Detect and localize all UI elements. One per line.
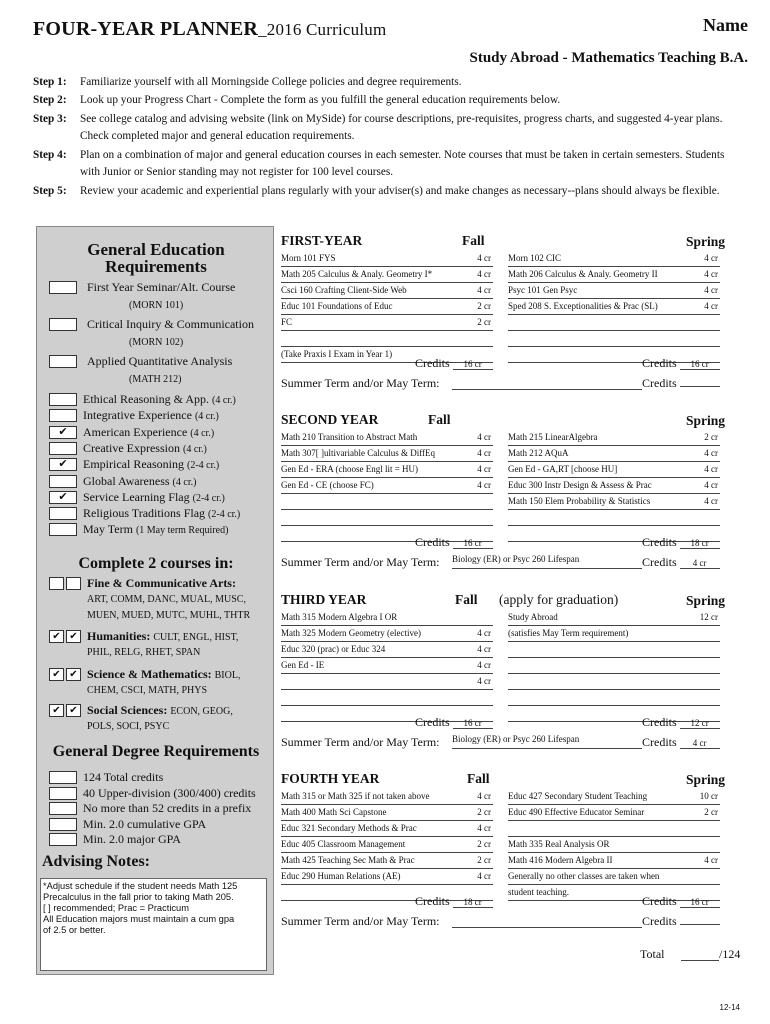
course-name: Generally no other classes are taken when bbox=[508, 871, 660, 881]
fall-course-row[interactable] bbox=[281, 463, 493, 478]
program-subtitle: Study Abroad - Mathematics Teaching B.A. bbox=[469, 50, 748, 66]
course-name: Math 315 or Math 325 if not taken above bbox=[281, 791, 430, 801]
fall-credits-label: Credits bbox=[415, 535, 450, 549]
fall-course-row[interactable] bbox=[281, 691, 493, 706]
course-name: Educ 427 Secondary Student Teaching bbox=[508, 791, 648, 801]
fall-course-row[interactable] bbox=[281, 675, 493, 690]
page-title bbox=[33, 18, 386, 41]
gen-ed-item-label: American Experience bbox=[83, 424, 188, 439]
summer-credits bbox=[642, 555, 720, 570]
summer-course-field[interactable] bbox=[452, 913, 642, 928]
requirement-code: (MATH 212) bbox=[129, 374, 182, 385]
summer-credits-label: Credits bbox=[642, 735, 677, 749]
advising-note-line: of 2.5 or better. bbox=[43, 925, 106, 935]
course-credits: 2 cr bbox=[477, 839, 491, 849]
course-name: Psyc 101 Gen Psyc bbox=[508, 285, 578, 295]
gen-ed-checkbox[interactable]: ✔ bbox=[49, 426, 77, 439]
spring-course-row[interactable] bbox=[508, 511, 720, 526]
requirement-checkbox[interactable] bbox=[49, 281, 77, 294]
summer-label: Summer Term and/or May Term: bbox=[281, 555, 440, 569]
course-credits: 4 cr bbox=[477, 823, 491, 833]
course-credits: 10 cr bbox=[699, 791, 718, 801]
spring-credits-label: Credits bbox=[642, 715, 677, 729]
course-credits: 4 cr bbox=[704, 253, 718, 263]
course-credits: 4 cr bbox=[704, 855, 718, 865]
summer-credits bbox=[642, 376, 720, 391]
fall-label: Fall bbox=[428, 412, 451, 427]
course-name: Educ 320 (prac) or Educ 324 bbox=[281, 644, 386, 654]
gen-ed-item-label: Creative Expression bbox=[83, 440, 180, 455]
course-credits: 4 cr bbox=[704, 480, 718, 490]
summer-credits-value[interactable]: 4 cr bbox=[680, 558, 720, 569]
gen-ed-item bbox=[83, 457, 219, 473]
steps-list bbox=[33, 74, 738, 201]
fall-credits-label: Credits bbox=[415, 356, 450, 370]
fall-course-row[interactable] bbox=[281, 854, 493, 869]
summer-credits-value[interactable] bbox=[680, 924, 720, 925]
gen-ed-item bbox=[83, 392, 236, 408]
course-credits: 12 cr bbox=[699, 612, 718, 622]
gen-ed-heading-2: Requirements bbox=[105, 257, 207, 276]
degree-checkbox[interactable] bbox=[49, 818, 77, 831]
summer-course-field[interactable] bbox=[452, 375, 642, 390]
requirement-checkbox[interactable] bbox=[49, 318, 77, 331]
course-name: Math 307[ ]ultivariable Calculus & DiffEq bbox=[281, 448, 436, 458]
apply-note: (apply for graduation) bbox=[499, 592, 619, 607]
spring-course-row[interactable] bbox=[508, 822, 720, 837]
advising-note-line: *Adjust schedule if the student needs Math 125 bbox=[43, 881, 238, 891]
gen-ed-item-label: Religious Traditions Flag bbox=[83, 506, 206, 521]
step-text: Look up your Progress Chart - Complete the form as you fulfill the general education requirements below. bbox=[80, 94, 561, 106]
gen-ed-checkbox[interactable] bbox=[49, 393, 77, 406]
fall-course-row[interactable] bbox=[281, 838, 493, 853]
course-name: Math 150 Elem Probability & Statistics bbox=[508, 496, 651, 506]
spring-course-row[interactable] bbox=[508, 479, 720, 494]
course-name: Math 315 Modern Algebra I OR bbox=[281, 612, 398, 622]
course-credits: 4 cr bbox=[477, 285, 491, 295]
step-row bbox=[33, 111, 738, 145]
area-checkbox-2[interactable]: ✔ bbox=[66, 704, 81, 717]
gen-ed-item-credits: (4 cr.) bbox=[190, 427, 215, 439]
fall-credits-value[interactable]: 18 cr bbox=[453, 897, 493, 908]
step-text: Familiarize yourself with all Morningside College policies and degree requirements. bbox=[80, 76, 462, 88]
area-title-row bbox=[87, 576, 236, 592]
year-title: FIRST-YEAR bbox=[281, 233, 363, 248]
requirement-code: (MORN 102) bbox=[129, 337, 184, 348]
course-name: Study Abroad bbox=[508, 612, 558, 622]
gen-ed-item-credits: (4 cr.) bbox=[182, 443, 207, 455]
advising-note-line: Precalculus in the fall prior to taking Math 205. bbox=[43, 892, 234, 902]
gen-ed-item-credits: (2-4 cr.) bbox=[208, 509, 241, 521]
course-name: Morn 101 FYS bbox=[281, 253, 336, 263]
gen-ed-item bbox=[83, 425, 214, 441]
spring-course-row[interactable] bbox=[508, 284, 720, 299]
degree-checkbox[interactable] bbox=[49, 833, 77, 846]
step-row bbox=[33, 183, 738, 200]
degree-heading: General Degree Requirements bbox=[52, 743, 260, 760]
footer-code: 12-14 bbox=[719, 1003, 740, 1012]
course-credits: 4 cr bbox=[704, 285, 718, 295]
complete-heading: Complete 2 courses in: bbox=[78, 555, 234, 572]
step-label: Step 5: bbox=[33, 185, 67, 197]
fall-credits-label: Credits bbox=[415, 715, 450, 729]
degree-item: 124 Total credits bbox=[83, 770, 164, 784]
year-title: SECOND YEAR bbox=[281, 412, 379, 427]
fall-label: Fall bbox=[462, 233, 485, 248]
summer-label: Summer Term and/or May Term: bbox=[281, 735, 440, 749]
step-text: Review your academic and experiential plans regularly with your adviser(s) and make changes as necessary--plans should always be flexible. bbox=[80, 185, 720, 197]
area-checkbox-2[interactable]: ✔ bbox=[66, 668, 81, 681]
course-credits: 2 cr bbox=[477, 301, 491, 311]
spring-credits-label: Credits bbox=[642, 356, 677, 370]
spring-credits-value[interactable]: 16 cr bbox=[680, 359, 720, 370]
step-row bbox=[33, 92, 738, 109]
gen-ed-checkbox[interactable] bbox=[49, 442, 77, 455]
course-name: Math 210 Transition to Abstract Math bbox=[281, 432, 418, 442]
fall-credits bbox=[415, 356, 493, 371]
degree-item: No more than 52 credits in a prefix bbox=[83, 801, 252, 815]
course-name: student teaching. bbox=[508, 887, 569, 897]
area-subjects-line2: CHEM, CSCI, MATH, PHYS bbox=[87, 685, 208, 696]
gen-ed-item bbox=[83, 408, 219, 424]
step-label: Step 1: bbox=[33, 76, 67, 88]
course-credits: 4 cr bbox=[477, 791, 491, 801]
step-label: Step 2: bbox=[33, 94, 67, 106]
spring-label: Spring bbox=[686, 772, 726, 787]
fall-credits-value[interactable]: 16 cr bbox=[453, 359, 493, 370]
course-name: FC bbox=[281, 317, 293, 327]
spring-course-row[interactable] bbox=[508, 447, 720, 462]
area-title-row bbox=[87, 667, 240, 683]
fall-course-row[interactable] bbox=[281, 332, 493, 347]
area-checkbox-1[interactable]: ✔ bbox=[49, 630, 64, 643]
spring-credits bbox=[642, 356, 720, 371]
degree-checkbox[interactable] bbox=[49, 771, 77, 784]
step-text: Plan on a combination of major and general education courses in each semester. Note courses that must be taken in certain semesters. Students with Junior or Senior standing may not register for 100 level courses. bbox=[80, 149, 725, 178]
gen-ed-item-credits: (4 cr.) bbox=[172, 476, 197, 488]
spring-course-row[interactable] bbox=[508, 268, 720, 283]
step-row bbox=[33, 147, 738, 181]
fall-label: Fall bbox=[455, 592, 478, 607]
course-credits: 4 cr bbox=[477, 269, 491, 279]
course-name: Educ 405 Classroom Management bbox=[281, 839, 406, 849]
fall-course-row[interactable] bbox=[281, 643, 493, 658]
spring-course-row[interactable] bbox=[508, 316, 720, 331]
course-name: Math 215 LinearAlgebra bbox=[508, 432, 598, 442]
gen-ed-item-label: Ethical Reasoning & App. bbox=[83, 392, 209, 406]
step-label: Step 3: bbox=[33, 113, 67, 125]
spring-course-row[interactable] bbox=[508, 463, 720, 478]
course-name: (Take Praxis I Exam in Year 1) bbox=[281, 349, 393, 359]
course-credits: 2 cr bbox=[477, 855, 491, 865]
course-name: Math 205 Calculus & Analy. Geometry I* bbox=[281, 269, 433, 279]
course-name: Educ 290 Human Relations (AE) bbox=[281, 871, 401, 881]
gen-ed-item-credits: (2-4 cr.) bbox=[192, 492, 225, 504]
gen-ed-checkbox[interactable] bbox=[49, 475, 77, 488]
gen-ed-item-credits: (2-4 cr.) bbox=[186, 460, 220, 472]
summer-credits-label: Credits bbox=[642, 376, 677, 390]
course-name: Gen Ed - IE bbox=[281, 660, 325, 670]
area-checkbox-1[interactable]: ✔ bbox=[49, 668, 64, 681]
year-title: FOURTH YEAR bbox=[281, 771, 380, 786]
course-credits: 4 cr bbox=[477, 464, 491, 474]
degree-checkbox[interactable] bbox=[49, 802, 77, 815]
gen-ed-checkbox[interactable] bbox=[49, 523, 77, 536]
area-subjects: BIOL, bbox=[214, 670, 241, 681]
course-credits: 4 cr bbox=[477, 480, 491, 490]
fall-course-row[interactable] bbox=[281, 627, 493, 642]
degree-item: 40 Upper-division (300/400) credits bbox=[83, 785, 256, 800]
spring-course-row[interactable] bbox=[508, 627, 720, 642]
course-credits: 4 cr bbox=[477, 871, 491, 881]
area-subjects: CULT, ENGL, HIST, bbox=[153, 632, 239, 643]
fall-course-row[interactable] bbox=[281, 316, 493, 331]
fall-credits-label: Credits bbox=[415, 894, 450, 908]
gen-ed-item-label: Empirical Reasoning bbox=[83, 457, 184, 472]
fall-course-row[interactable] bbox=[281, 611, 493, 626]
course-name: Gen Ed - GA,RT [choose HU] bbox=[508, 464, 618, 474]
fall-credits-value[interactable]: 16 cr bbox=[453, 718, 493, 729]
fall-credits bbox=[415, 715, 493, 730]
spring-credits-value[interactable]: 16 cr bbox=[680, 897, 720, 908]
area-checkbox-2[interactable]: ✔ bbox=[66, 630, 81, 643]
summer-credits-label: Credits bbox=[642, 914, 677, 928]
title-rest: _2016 Curriculum bbox=[258, 20, 387, 39]
spring-credits-value[interactable]: 18 cr bbox=[680, 538, 720, 549]
course-name: Morn 102 CIC bbox=[508, 253, 562, 263]
summer-credits-value[interactable] bbox=[680, 386, 720, 387]
course-credits: 2 cr bbox=[704, 432, 718, 442]
spring-course-row[interactable] bbox=[508, 675, 720, 690]
spring-course-row[interactable] bbox=[508, 691, 720, 706]
course-credits: 4 cr bbox=[704, 269, 718, 279]
area-checkbox-1[interactable] bbox=[49, 577, 64, 590]
gen-ed-item-label: Integrative Experience bbox=[83, 408, 192, 423]
requirement-label: First Year Seminar/Alt. Course bbox=[87, 280, 236, 294]
gen-ed-item-label: Global Awareness bbox=[83, 473, 170, 488]
spring-course-row[interactable] bbox=[508, 495, 720, 510]
summer-label: Summer Term and/or May Term: bbox=[281, 914, 440, 928]
area-subjects-line3: MUEN, MUED, MUTC, MUHL, THTR bbox=[87, 610, 251, 621]
fall-course-row[interactable] bbox=[281, 268, 493, 283]
fall-course-row[interactable] bbox=[281, 284, 493, 299]
course-name: (satisfies May Term requirement) bbox=[508, 628, 629, 638]
advising-heading: Advising Notes: bbox=[42, 853, 151, 870]
course-credits: 4 cr bbox=[704, 496, 718, 506]
advising-note-line: All Education majors must maintain a cum gpa bbox=[43, 914, 235, 924]
area-title: Social Sciences: bbox=[87, 703, 168, 717]
course-name: Math 335 Real Analysis OR bbox=[508, 839, 610, 849]
requirement-label: Critical Inquiry & Communication bbox=[87, 317, 254, 331]
course-name: Math 416 Modern Algebra II bbox=[508, 855, 613, 865]
degree-checkbox[interactable] bbox=[49, 787, 77, 800]
spring-credits bbox=[642, 894, 720, 909]
title-main: FOUR-YEAR PLANNER bbox=[33, 18, 259, 40]
course-credits: 2 cr bbox=[477, 317, 491, 327]
summer-course-field[interactable]: Biology (ER) or Psyc 260 Lifespan bbox=[452, 554, 642, 569]
summer-label: Summer Term and/or May Term: bbox=[281, 376, 440, 390]
course-credits: 4 cr bbox=[704, 301, 718, 311]
gen-ed-item-credits: (1 May term Required) bbox=[135, 525, 229, 537]
gen-ed-item-label: Service Learning Flag bbox=[83, 489, 190, 504]
gen-ed-item-label: May Term bbox=[83, 522, 133, 537]
requirement-label: Applied Quantitative Analysis bbox=[87, 354, 233, 368]
course-credits: 4 cr bbox=[477, 448, 491, 458]
gen-ed-checkbox[interactable]: ✔ bbox=[49, 491, 77, 504]
total-suffix: /124 bbox=[719, 947, 741, 961]
fall-credits-value[interactable]: 16 cr bbox=[453, 538, 493, 549]
fall-label: Fall bbox=[467, 771, 490, 786]
fall-credits bbox=[415, 535, 493, 550]
area-checkbox-1[interactable]: ✔ bbox=[49, 704, 64, 717]
spring-course-row[interactable] bbox=[508, 300, 720, 315]
area-subjects-line2: PHIL, RELG, RHET, SPAN bbox=[87, 647, 201, 658]
fall-course-row[interactable] bbox=[281, 822, 493, 837]
summer-course-field[interactable]: Biology (ER) or Psyc 260 Lifespan bbox=[452, 734, 642, 749]
course-name: Gen Ed - CE (choose FC) bbox=[281, 480, 374, 490]
spring-credits-label: Credits bbox=[642, 894, 677, 908]
spring-credits bbox=[642, 535, 720, 550]
fall-course-row[interactable] bbox=[281, 806, 493, 821]
spring-label: Spring bbox=[686, 413, 726, 428]
course-name: Math 325 Modern Geometry (elective) bbox=[281, 628, 421, 638]
degree-item: Min. 2.0 cumulative GPA bbox=[83, 816, 207, 831]
area-title-row bbox=[87, 629, 238, 645]
course-credits: 4 cr bbox=[477, 253, 491, 263]
spring-course-row[interactable] bbox=[508, 838, 720, 853]
fall-course-row[interactable] bbox=[281, 479, 493, 494]
course-name: Sped 208 S. Exceptionalities & Prac (SL) bbox=[508, 301, 658, 311]
spring-course-row[interactable] bbox=[508, 252, 720, 267]
course-name: Educ 490 Effective Educator Seminar bbox=[508, 807, 645, 817]
gen-ed-item bbox=[83, 506, 240, 522]
area-title: Fine & Communicative Arts: bbox=[87, 576, 236, 590]
spring-label: Spring bbox=[686, 234, 726, 249]
course-name: Educ 321 Secondary Methods & Prac bbox=[281, 823, 417, 833]
gen-ed-checkbox[interactable] bbox=[49, 507, 77, 520]
gen-ed-item bbox=[83, 441, 207, 457]
gen-ed-checkbox[interactable]: ✔ bbox=[49, 458, 77, 471]
spring-credits-value[interactable]: 12 cr bbox=[680, 718, 720, 729]
fall-credits bbox=[415, 894, 493, 909]
course-name: Educ 101 Foundations of Educ bbox=[281, 301, 393, 311]
spring-course-row[interactable] bbox=[508, 806, 720, 821]
course-credits: 4 cr bbox=[477, 660, 491, 670]
gen-ed-item bbox=[83, 474, 196, 490]
gen-ed-item-credits: (4 cr.) bbox=[211, 395, 236, 406]
course-name: Educ 300 Instr Design & Assess & Prac bbox=[508, 480, 652, 490]
summer-credits-label: Credits bbox=[642, 555, 677, 569]
course-name: Math 425 Teaching Sec Math & Prac bbox=[281, 855, 415, 865]
spring-course-row[interactable] bbox=[508, 332, 720, 347]
summer-credits bbox=[642, 735, 720, 750]
spring-course-row[interactable] bbox=[508, 643, 720, 658]
fall-course-row[interactable] bbox=[281, 495, 493, 510]
total-field[interactable] bbox=[681, 947, 719, 961]
spring-course-row[interactable] bbox=[508, 854, 720, 869]
gen-ed-item-credits: (4 cr.) bbox=[194, 411, 219, 423]
total-label: Total bbox=[640, 947, 665, 961]
spring-course-row[interactable] bbox=[508, 870, 720, 885]
area-subjects: ECON, GEOG, bbox=[170, 706, 233, 717]
course-credits: 4 cr bbox=[477, 628, 491, 638]
step-text: See college catalog and advising website (link on MySide) for course descriptions, pre-requisites, progress charts, and suggested 4-year plans. Check completed major and general education requirements. bbox=[80, 113, 723, 142]
gen-ed-checkbox[interactable] bbox=[49, 409, 77, 422]
area-title: Science & Mathematics: bbox=[87, 667, 212, 681]
year-title: THIRD YEAR bbox=[281, 592, 367, 607]
course-name: Csci 160 Crafting Client-Side Web bbox=[281, 285, 407, 295]
advising-notes-box[interactable] bbox=[40, 878, 267, 971]
requirement-code: (MORN 101) bbox=[129, 300, 184, 311]
fall-course-row[interactable] bbox=[281, 447, 493, 462]
area-subjects-line2: ART, COMM, DANC, MUAL, MUSC, bbox=[87, 594, 246, 605]
course-name: Math 212 AQuA bbox=[508, 448, 569, 458]
fall-course-row[interactable] bbox=[281, 790, 493, 805]
spring-course-row[interactable] bbox=[508, 611, 720, 626]
step-row bbox=[33, 74, 738, 91]
course-credits: 4 cr bbox=[477, 644, 491, 654]
fall-course-row[interactable] bbox=[281, 659, 493, 674]
spring-credits-label: Credits bbox=[642, 535, 677, 549]
fall-course-row[interactable] bbox=[281, 252, 493, 267]
summer-credits bbox=[642, 914, 720, 929]
course-credits: 4 cr bbox=[477, 676, 491, 686]
area-title-row bbox=[87, 703, 233, 719]
advising-note-line: [ ] recommended; Prac = Practicum bbox=[43, 903, 189, 913]
course-credits: 2 cr bbox=[704, 807, 718, 817]
gen-ed-heading-1: General Education bbox=[87, 240, 225, 259]
gen-ed-item bbox=[83, 522, 228, 538]
fall-course-row[interactable] bbox=[281, 511, 493, 526]
course-credits: 4 cr bbox=[704, 448, 718, 458]
gen-ed-item bbox=[83, 490, 225, 506]
area-subjects-line2: POLS, SOCI, PSYC bbox=[87, 721, 170, 732]
fall-course-row[interactable] bbox=[281, 300, 493, 315]
degree-item: Min. 2.0 major GPA bbox=[83, 832, 181, 846]
course-name: Math 206 Calculus & Analy. Geometry II bbox=[508, 269, 658, 279]
spring-course-row[interactable] bbox=[508, 790, 720, 805]
course-name: Gen Ed - ERA (choose Engl lit = HU) bbox=[281, 464, 419, 474]
course-credits: 4 cr bbox=[704, 464, 718, 474]
requirements-panel bbox=[36, 226, 274, 975]
course-credits: 4 cr bbox=[477, 432, 491, 442]
course-credits: 2 cr bbox=[477, 807, 491, 817]
area-checkbox-2[interactable] bbox=[66, 577, 81, 590]
summer-credits-value[interactable]: 4 cr bbox=[680, 738, 720, 749]
spring-course-row[interactable] bbox=[508, 431, 720, 446]
fall-course-row[interactable] bbox=[281, 431, 493, 446]
step-label: Step 4: bbox=[33, 149, 67, 161]
spring-credits bbox=[642, 715, 720, 730]
spring-label: Spring bbox=[686, 593, 726, 608]
name-label: Name bbox=[703, 15, 748, 35]
area-title: Humanities: bbox=[87, 629, 151, 643]
course-name: Math 400 Math Sci Capstone bbox=[281, 807, 387, 817]
spring-course-row[interactable] bbox=[508, 659, 720, 674]
fall-course-row[interactable] bbox=[281, 870, 493, 885]
requirement-checkbox[interactable] bbox=[49, 355, 77, 368]
